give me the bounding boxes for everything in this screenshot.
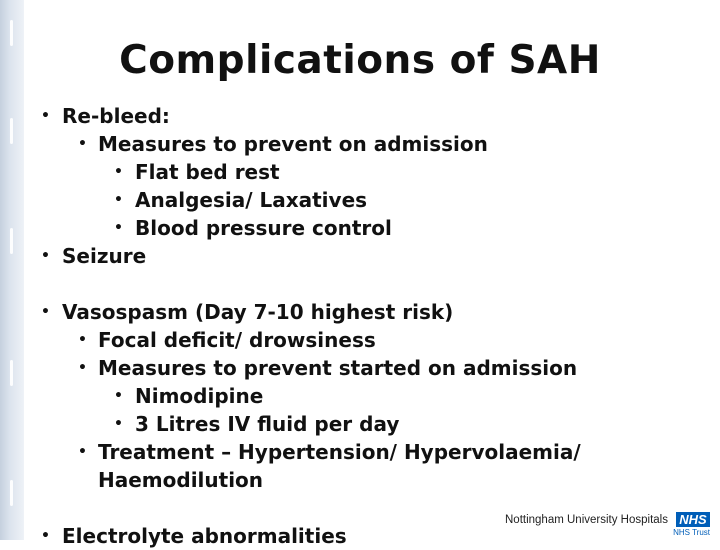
bullet-text: Nimodipine <box>135 384 264 408</box>
logo-org-type: NHS Trust <box>673 528 710 537</box>
bullet-text: Flat bed rest <box>135 160 280 184</box>
bullet-marker: • <box>114 388 123 404</box>
bullet-text: Blood pressure control <box>135 216 392 240</box>
bullet-text: Measures to prevent started on admission <box>98 356 578 380</box>
bullet-text: Treatment – Hypertension/ Hypervolaemia/ <box>98 440 581 464</box>
bullet-marker: • <box>78 332 87 348</box>
bullet-item <box>78 130 488 158</box>
logo-org-name: Nottingham University Hospitals <box>505 514 668 526</box>
bullet-text: Seizure <box>62 244 147 268</box>
bullet-marker: • <box>41 108 50 124</box>
bullet-text: Haemodilution <box>98 468 264 492</box>
bullet-text: Vasospasm (Day 7-10 highest risk) <box>62 300 454 324</box>
nuh-logo <box>505 512 710 538</box>
bullet-item <box>114 382 264 410</box>
band-glint <box>10 118 13 144</box>
bullet-item <box>114 214 392 242</box>
bullet-marker: • <box>78 360 87 376</box>
bullet-item <box>41 102 170 130</box>
band-glint <box>10 228 13 254</box>
bullet-item <box>78 326 376 354</box>
bullet-marker: • <box>41 248 50 264</box>
bullet-marker: • <box>114 164 123 180</box>
band-glint <box>10 480 13 506</box>
bullet-item <box>78 354 578 382</box>
bullet-text: Focal deficit/ drowsiness <box>98 328 376 352</box>
bullet-marker: • <box>114 192 123 208</box>
bullet-item <box>41 298 454 326</box>
bullet-item <box>114 186 368 214</box>
slide-title: Complications of SAH <box>119 38 601 83</box>
bullet-marker: • <box>114 416 123 432</box>
bullet-marker: • <box>78 136 87 152</box>
bullet-text: 3 Litres IV fluid per day <box>135 412 400 436</box>
bullet-marker: • <box>41 528 50 544</box>
bullet-text: Analgesia/ Laxatives <box>135 188 368 212</box>
bullet-item <box>41 522 347 550</box>
bullet-text: Measures to prevent on admission <box>98 132 488 156</box>
bullet-text: Electrolyte abnormalities <box>62 524 347 548</box>
band-glint <box>10 360 13 386</box>
bullet-item <box>114 158 280 186</box>
bullet-text: Re-bleed: <box>62 104 170 128</box>
bullet-item <box>114 410 400 438</box>
bullet-marker: • <box>114 220 123 236</box>
bullet-marker: • <box>41 304 50 320</box>
bullet-marker: • <box>78 444 87 460</box>
bullet-item <box>78 438 581 466</box>
nhs-badge: NHS <box>676 512 710 527</box>
bullet-continuation <box>98 466 263 494</box>
bullet-item <box>41 242 147 270</box>
